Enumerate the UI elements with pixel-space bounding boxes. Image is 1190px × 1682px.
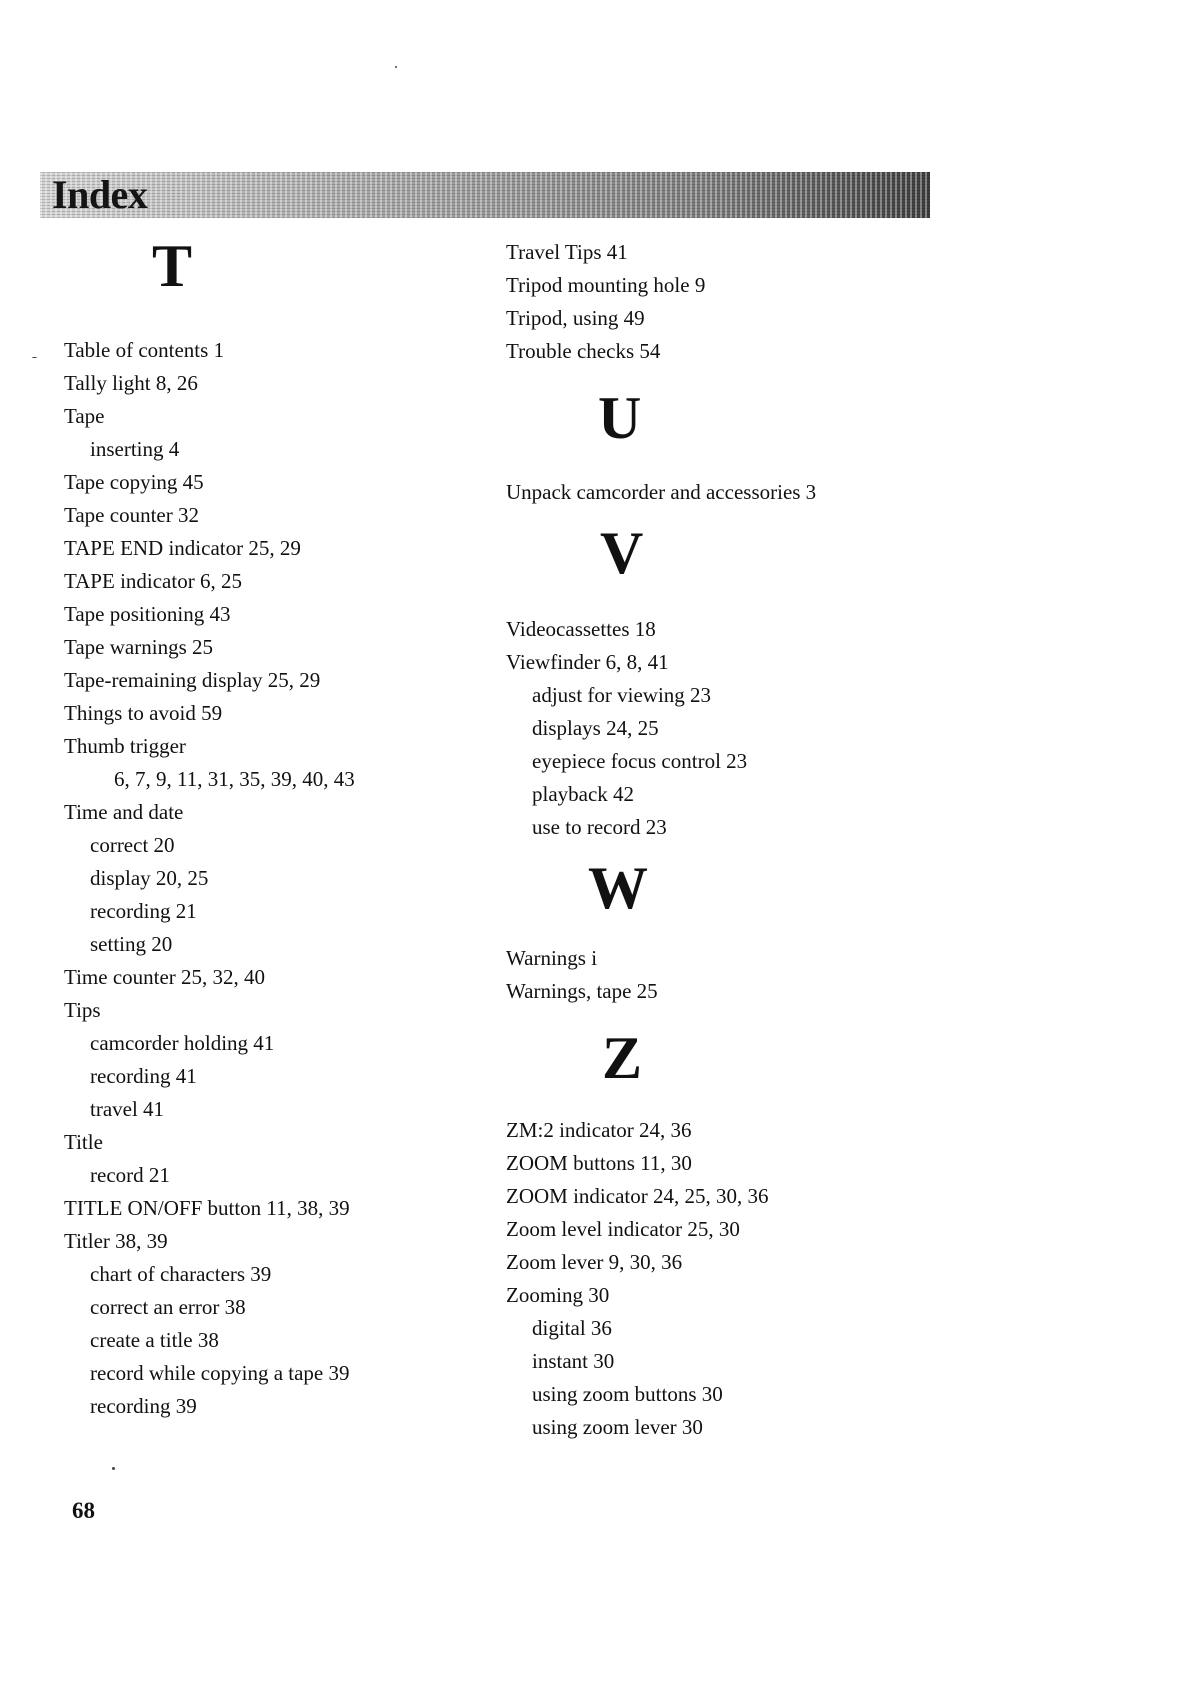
index-subentry: record while copying a tape 39 [90,1361,350,1385]
index-entry: Tripod, using 49 [506,306,645,330]
index-subentry: using zoom lever 30 [532,1415,703,1439]
scan-speck [112,1467,115,1470]
index-subentry: recording 39 [90,1394,197,1418]
index-entry: Time and date [64,800,184,824]
index-entry: Zooming 30 [506,1283,610,1307]
scan-speck [395,66,397,68]
left-column [64,233,484,1423]
index-entry: TAPE indicator 6, 25 [64,569,242,593]
index-entry: TAPE END indicator 25, 29 [64,536,301,560]
index-entry: ZM:2 indicator 24, 36 [506,1118,692,1142]
index-subentry: displays 24, 25 [532,716,659,740]
index-entry: Zoom lever 9, 30, 36 [506,1250,683,1274]
index-entry: Titler 38, 39 [64,1229,168,1253]
index-entry: Tripod mounting hole 9 [506,273,706,297]
index-entry: Title [64,1130,103,1154]
index-entry: Time counter 25, 32, 40 [64,965,266,989]
index-subentry: instant 30 [532,1349,615,1373]
index-entry: Thumb trigger [64,734,186,758]
index-subentry: using zoom buttons 30 [532,1382,723,1406]
index-subentry: playback 42 [532,782,635,806]
right-column [506,236,946,1444]
index-entry: Things to avoid 59 [64,701,223,725]
index-subentry: eyepiece focus control 23 [532,749,748,773]
index-subentry: correct 20 [90,833,175,857]
index-subentry: recording 41 [90,1064,197,1088]
index-title: Index [52,172,148,217]
index-subentry: 6, 7, 9, 11, 31, 35, 39, 40, 43 [114,767,355,791]
index-subentry: camcorder holding 41 [90,1031,275,1055]
index-entry: Table of contents 1 [64,338,225,362]
section-letter-v: V [600,520,644,586]
index-entry: Viewfinder 6, 8, 41 [506,650,669,674]
index-entry: Videocassettes 18 [506,617,656,641]
index-entry: TITLE ON/OFF button 11, 38, 39 [64,1196,350,1220]
index-subentry: use to record 23 [532,815,667,839]
page-number: 68 [72,1498,95,1523]
index-subentry: display 20, 25 [90,866,209,890]
index-entry: Trouble checks 54 [506,339,661,363]
index-entry: Tape positioning 43 [64,602,231,626]
section-letter-t: T [152,233,193,299]
index-entry: Tape copying 45 [64,470,204,494]
index-subentry: recording 21 [90,899,197,923]
index-entry: Zoom level indicator 25, 30 [506,1217,740,1241]
index-entry: Tips [64,998,101,1022]
index-subentry: correct an error 38 [90,1295,246,1319]
index-subentry: inserting 4 [90,437,180,461]
index-subentry: create a title 38 [90,1328,219,1352]
index-subentry: digital 36 [532,1316,612,1340]
index-subentry: record 21 [90,1163,170,1187]
index-header-bar [40,172,930,218]
index-entry: Tape-remaining display 25, 29 [64,668,321,692]
section-letter-z: Z [602,1025,643,1091]
section-letter-u: U [598,385,642,451]
index-entry: ZOOM indicator 24, 25, 30, 36 [506,1184,769,1208]
index-entry: Travel Tips 41 [506,240,628,264]
index-entry: Warnings i [506,946,598,970]
index-entry: Tape warnings 25 [64,635,213,659]
index-entry: ZOOM buttons 11, 30 [506,1151,692,1175]
scan-speck [32,357,37,358]
index-entry: Tally light 8, 26 [64,371,198,395]
index-entry: Unpack camcorder and accessories 3 [506,480,817,504]
index-entry: Tape [64,404,105,428]
index-subentry: chart of characters 39 [90,1262,272,1286]
section-letter-w: W [588,855,648,921]
index-entry: Warnings, tape 25 [506,979,658,1003]
index-subentry: adjust for viewing 23 [532,683,712,707]
index-entry: Tape counter 32 [64,503,199,527]
index-subentry: travel 41 [90,1097,165,1121]
index-subentry: setting 20 [90,932,173,956]
